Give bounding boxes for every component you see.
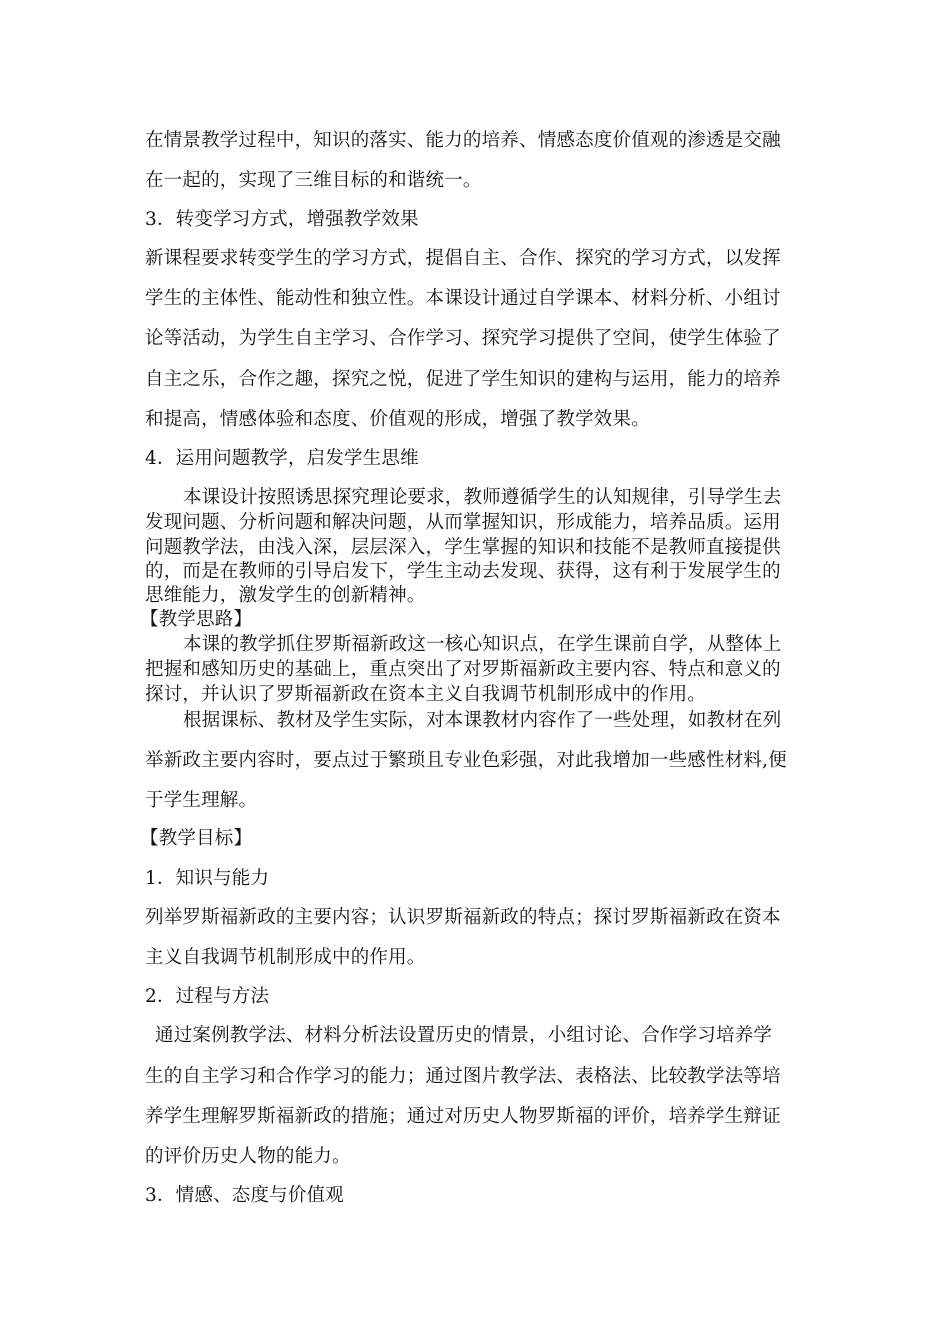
- section-heading: 1．知识与能力: [145, 868, 270, 889]
- paragraph-line: 养学生理解罗斯福新政的措施；通过对历史人物罗斯福的评价，培养学生辩证: [145, 1106, 781, 1127]
- paragraph-line: 思维能力，激发学生的创新精神。: [145, 585, 426, 606]
- paragraph-line: 在情景教学过程中，知识的落实、能力的培养、情感态度价值观的渗透是交融: [145, 130, 781, 151]
- paragraph-line: 本课设计按照诱思探究理论要求，教师遵循学生的认知规律，引导学生去: [183, 487, 782, 508]
- paragraph-line: 新课程要求转变学生的学习方式，提倡自主、合作、探究的学习方式，以发挥: [145, 248, 781, 269]
- paragraph-line: 的，而是在教师的引导启发下，学生主动去发现、获得，这有利于发展学生的: [145, 561, 781, 582]
- paragraph-line: 把握和感知历史的基础上，重点突出了对罗斯福新政主要内容、特点和意义的: [145, 659, 781, 680]
- paragraph-line: 问题教学法，由浅入深，层层深入，学生掌握的知识和技能不是教师直接提供: [145, 537, 781, 558]
- paragraph-line: 通过案例教学法、材料分析法设置历史的情景，小组讨论、合作学习培养学: [155, 1025, 773, 1046]
- section-heading: 4．运用问题教学，启发学生思维: [145, 448, 419, 469]
- bracket-heading-teaching-approach: 【教学思路】: [140, 609, 253, 630]
- bracket-heading-teaching-goals: 【教学目标】: [140, 828, 253, 849]
- paragraph-line: 发现问题、分析问题和解决问题，从而掌握知识，形成能力，培养品质。运用: [145, 512, 781, 533]
- paragraph-line: 举新政主要内容时，要点过于繁琐且专业色彩强，对此我增加一些感性材料,便: [145, 750, 787, 771]
- section-heading: 3．情感、态度与价值观: [145, 1185, 344, 1206]
- paragraph-line: 和提高，情感体验和态度、价值观的形成，增强了教学效果。: [145, 409, 650, 430]
- paragraph-line: 论等活动，为学生自主学习、合作学习、探究学习提供了空间，使学生体验了: [145, 328, 781, 349]
- paragraph-line: 在一起的，实现了三维目标的和谐统一。: [145, 170, 482, 191]
- paragraph-line: 根据课标、教材及学生实际，对本课教材内容作了一些处理，如教材在列: [183, 710, 782, 731]
- paragraph-line: 主义自我调节机制形成中的作用。: [145, 947, 426, 968]
- section-heading: 2．过程与方法: [145, 986, 270, 1007]
- paragraph-line: 生的自主学习和合作学习的能力；通过图片教学法、表格法、比较教学法等培: [145, 1066, 781, 1087]
- paragraph-line: 于学生理解。: [145, 790, 258, 811]
- paragraph-line: 探讨，并认识了罗斯福新政在资本主义自我调节机制形成中的作用。: [145, 684, 707, 705]
- paragraph-line: 的评价历史人物的能力。: [145, 1146, 351, 1167]
- paragraph-line: 本课的教学抓住罗斯福新政这一核心知识点，在学生课前自学，从整体上: [183, 634, 782, 655]
- paragraph-line: 列举罗斯福新政的主要内容；认识罗斯福新政的特点；探讨罗斯福新政在资本: [145, 907, 781, 928]
- paragraph-line: 学生的主体性、能动性和独立性。本课设计通过自学课本、材料分析、小组讨: [145, 288, 781, 309]
- section-heading: 3．转变学习方式，增强教学效果: [145, 209, 419, 230]
- paragraph-line: 自主之乐，合作之趣，探究之悦，促进了学生知识的建构与运用，能力的培养: [145, 369, 781, 390]
